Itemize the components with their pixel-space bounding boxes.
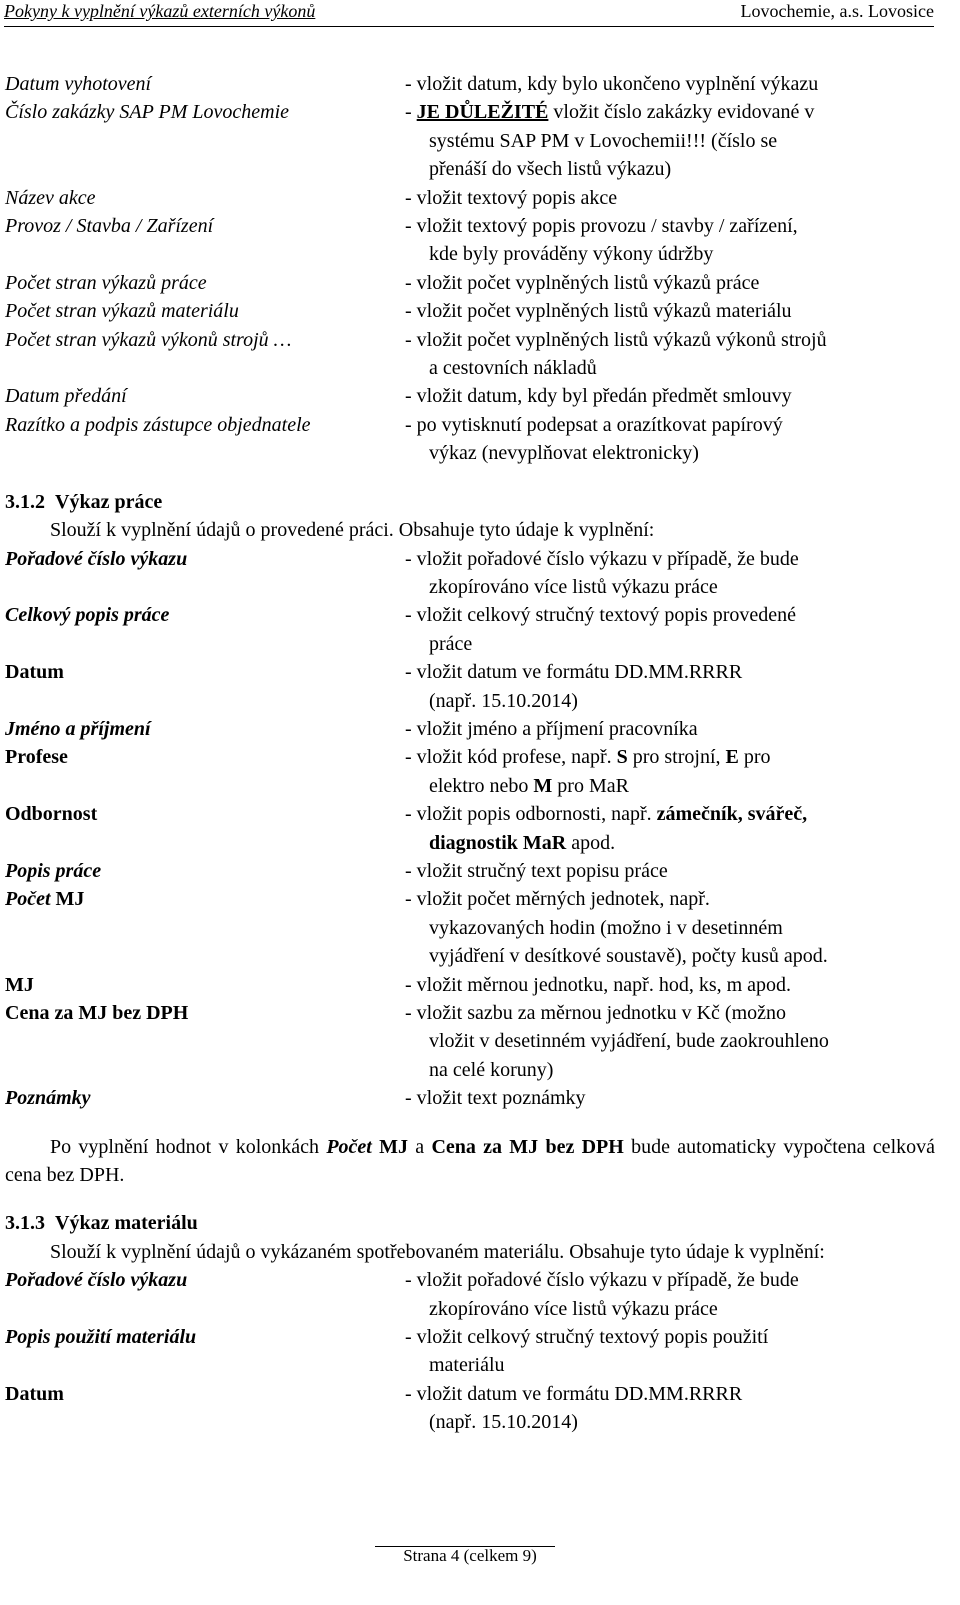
page-header: [4, 0, 934, 27]
list-item: [5, 658, 935, 715]
term: Datum vyhotovení: [5, 73, 152, 95]
list-item: [5, 1323, 935, 1380]
term: Popis použití materiálu: [5, 1326, 197, 1349]
term: Poznámky: [5, 1087, 91, 1110]
term: Datum: [5, 1382, 64, 1405]
document-body: [5, 70, 935, 1437]
section-title: Výkaz materiálu: [55, 1212, 198, 1235]
section-heading-material: [5, 1209, 935, 1237]
term: Razítko a podpis zástupce objednatele: [5, 413, 311, 436]
term: Jméno a příjmení: [5, 717, 151, 740]
definition-list-header: [5, 70, 935, 468]
list-item: [5, 297, 935, 325]
term: Datum předání: [5, 385, 127, 408]
section-number: 3.1.2: [5, 490, 45, 513]
description: - vložit textový popis provozu / stavby / zařízení, kde byly prováděny výkony údržby: [405, 215, 798, 266]
description: - vložit textový popis akce: [405, 186, 618, 209]
term: Profese: [5, 746, 68, 769]
list-item: [5, 800, 935, 857]
list-item: [5, 382, 935, 410]
term: Počet MJ: [5, 888, 85, 911]
definition-list-material: [5, 1266, 935, 1436]
description: - vložit datum, kdy bylo ukončeno vyplnění výkazu: [405, 73, 819, 95]
description: - vložit sazbu za měrnou jednotku v Kč (možno vložit v desetinném vyjádření, bude zaokrouhleno na celé koruny): [405, 1002, 829, 1081]
spacer: [5, 1113, 935, 1133]
description: - vložit stručný text popisu práce: [405, 859, 668, 882]
description: - vložit celkový stručný textový popis provedené práce: [405, 604, 797, 655]
list-item: [5, 184, 935, 212]
list-item: [5, 326, 935, 383]
description: - JE DŮLEŽITÉ vložit číslo zakázky evidované v systému SAP PM v Lovochemii!!! (číslo se přenáší do všech listů výkazu): [405, 101, 815, 181]
description: - vložit celkový stručný textový popis použití materiálu: [405, 1326, 769, 1377]
page-number: Strana 4 (celkem 9): [403, 1546, 537, 1565]
description: - vložit počet vyplněných listů výkazů výkonů strojů a cestovních nákladů: [405, 328, 827, 380]
description: - po vytisknutí podepsat a orazítkovat papírový výkaz (nevyplňovat elektronicky): [405, 413, 783, 465]
term: Název akce: [5, 186, 96, 209]
description: - vložit popis odbornosti, např. zámečník, svářeč, diagnostik MaR apod.: [405, 803, 808, 854]
term: Počet stran výkazů materiálu: [5, 300, 239, 323]
term: Cena za MJ bez DPH: [5, 1002, 189, 1024]
description: - vložit počet vyplněných listů výkazů materiálu: [405, 300, 792, 323]
section-number: 3.1.3: [5, 1212, 45, 1235]
spacer: [5, 1189, 935, 1209]
list-item: [5, 715, 935, 743]
list-item: [5, 857, 935, 885]
term: Pořadové číslo výkazu: [5, 1269, 188, 1292]
spacer: [5, 468, 935, 488]
description: - vložit počet měrných jednotek, např. vykazovaných hodin (možno i v desetinném vyjádření v desítkové soustavě), počty kusů apod.: [405, 888, 828, 968]
description: - vložit kód profese, např. S pro strojní, E pro elektro nebo M pro MaR: [405, 746, 771, 797]
description: - vložit měrnou jednotku, např. hod, ks, m apod.: [405, 973, 792, 996]
definition-list-work: [5, 545, 935, 1113]
summary-paragraph: Po vyplnění hodnot v kolonkách Počet MJ a Cena za MJ bez DPH bude automaticky vypočtena celková cena bez DPH.: [5, 1135, 935, 1187]
header-company: Lovochemie, a.s. Lovosice: [740, 1, 934, 21]
description: - vložit počet vyplněných listů výkazů práce: [405, 271, 760, 294]
description: - vložit pořadové číslo výkazu v případě, že bude zkopírováno více listů výkazu práce: [405, 547, 799, 598]
description: - vložit datum ve formátu DD.MM.RRRR (např. 15.10.2014): [405, 661, 743, 712]
description: - vložit datum ve formátu DD.MM.RRRR (např. 15.10.2014): [405, 1382, 743, 1434]
list-item: [5, 545, 935, 602]
list-item: [5, 1266, 935, 1323]
description: - vložit text poznámky: [405, 1087, 586, 1110]
term: MJ: [5, 973, 34, 996]
term: Odbornost: [5, 803, 98, 826]
term: Počet stran výkazů práce: [5, 271, 207, 294]
list-item: [5, 269, 935, 297]
section-intro: Slouží k vyplnění údajů o vykázaném spotřebovaném materiálu. Obsahuje tyto údaje k vyplnění:: [50, 1240, 825, 1263]
term: Celkový popis práce: [5, 604, 170, 627]
list-item: [5, 1084, 935, 1112]
list-item: [5, 601, 935, 658]
term: Datum: [5, 661, 64, 684]
list-item: [5, 743, 935, 800]
term: Číslo zakázky SAP PM Lovochemie: [5, 101, 290, 124]
list-item: [5, 70, 935, 98]
term: Pořadové číslo výkazu: [5, 547, 188, 570]
list-item: [5, 411, 935, 468]
header-title: Pokyny k vyplnění výkazů externích výkonů: [4, 1, 316, 21]
term: Počet stran výkazů výkonů strojů …: [5, 328, 292, 351]
list-item: [5, 885, 935, 970]
term: Provoz / Stavba / Zařízení: [5, 215, 214, 238]
description: - vložit pořadové číslo výkazu v případě, že bude zkopírováno více listů výkazu práce: [405, 1269, 799, 1320]
section-title: Výkaz práce: [55, 490, 163, 513]
description: - vložit datum, kdy byl předán předmět smlouvy: [405, 385, 792, 408]
list-item: [5, 971, 935, 999]
section-intro: Slouží k vyplnění údajů o provedené práci. Obsahuje tyto údaje k vyplnění:: [50, 519, 655, 542]
list-item: [5, 98, 935, 183]
list-item: [5, 212, 935, 269]
important-note: JE DŮLEŽITÉ: [416, 101, 549, 124]
description: - vložit jméno a příjmení pracovníka: [405, 717, 698, 740]
list-item: [5, 999, 935, 1084]
term: Popis práce: [5, 859, 102, 882]
list-item: [5, 1380, 935, 1437]
section-heading-work: [5, 488, 935, 516]
